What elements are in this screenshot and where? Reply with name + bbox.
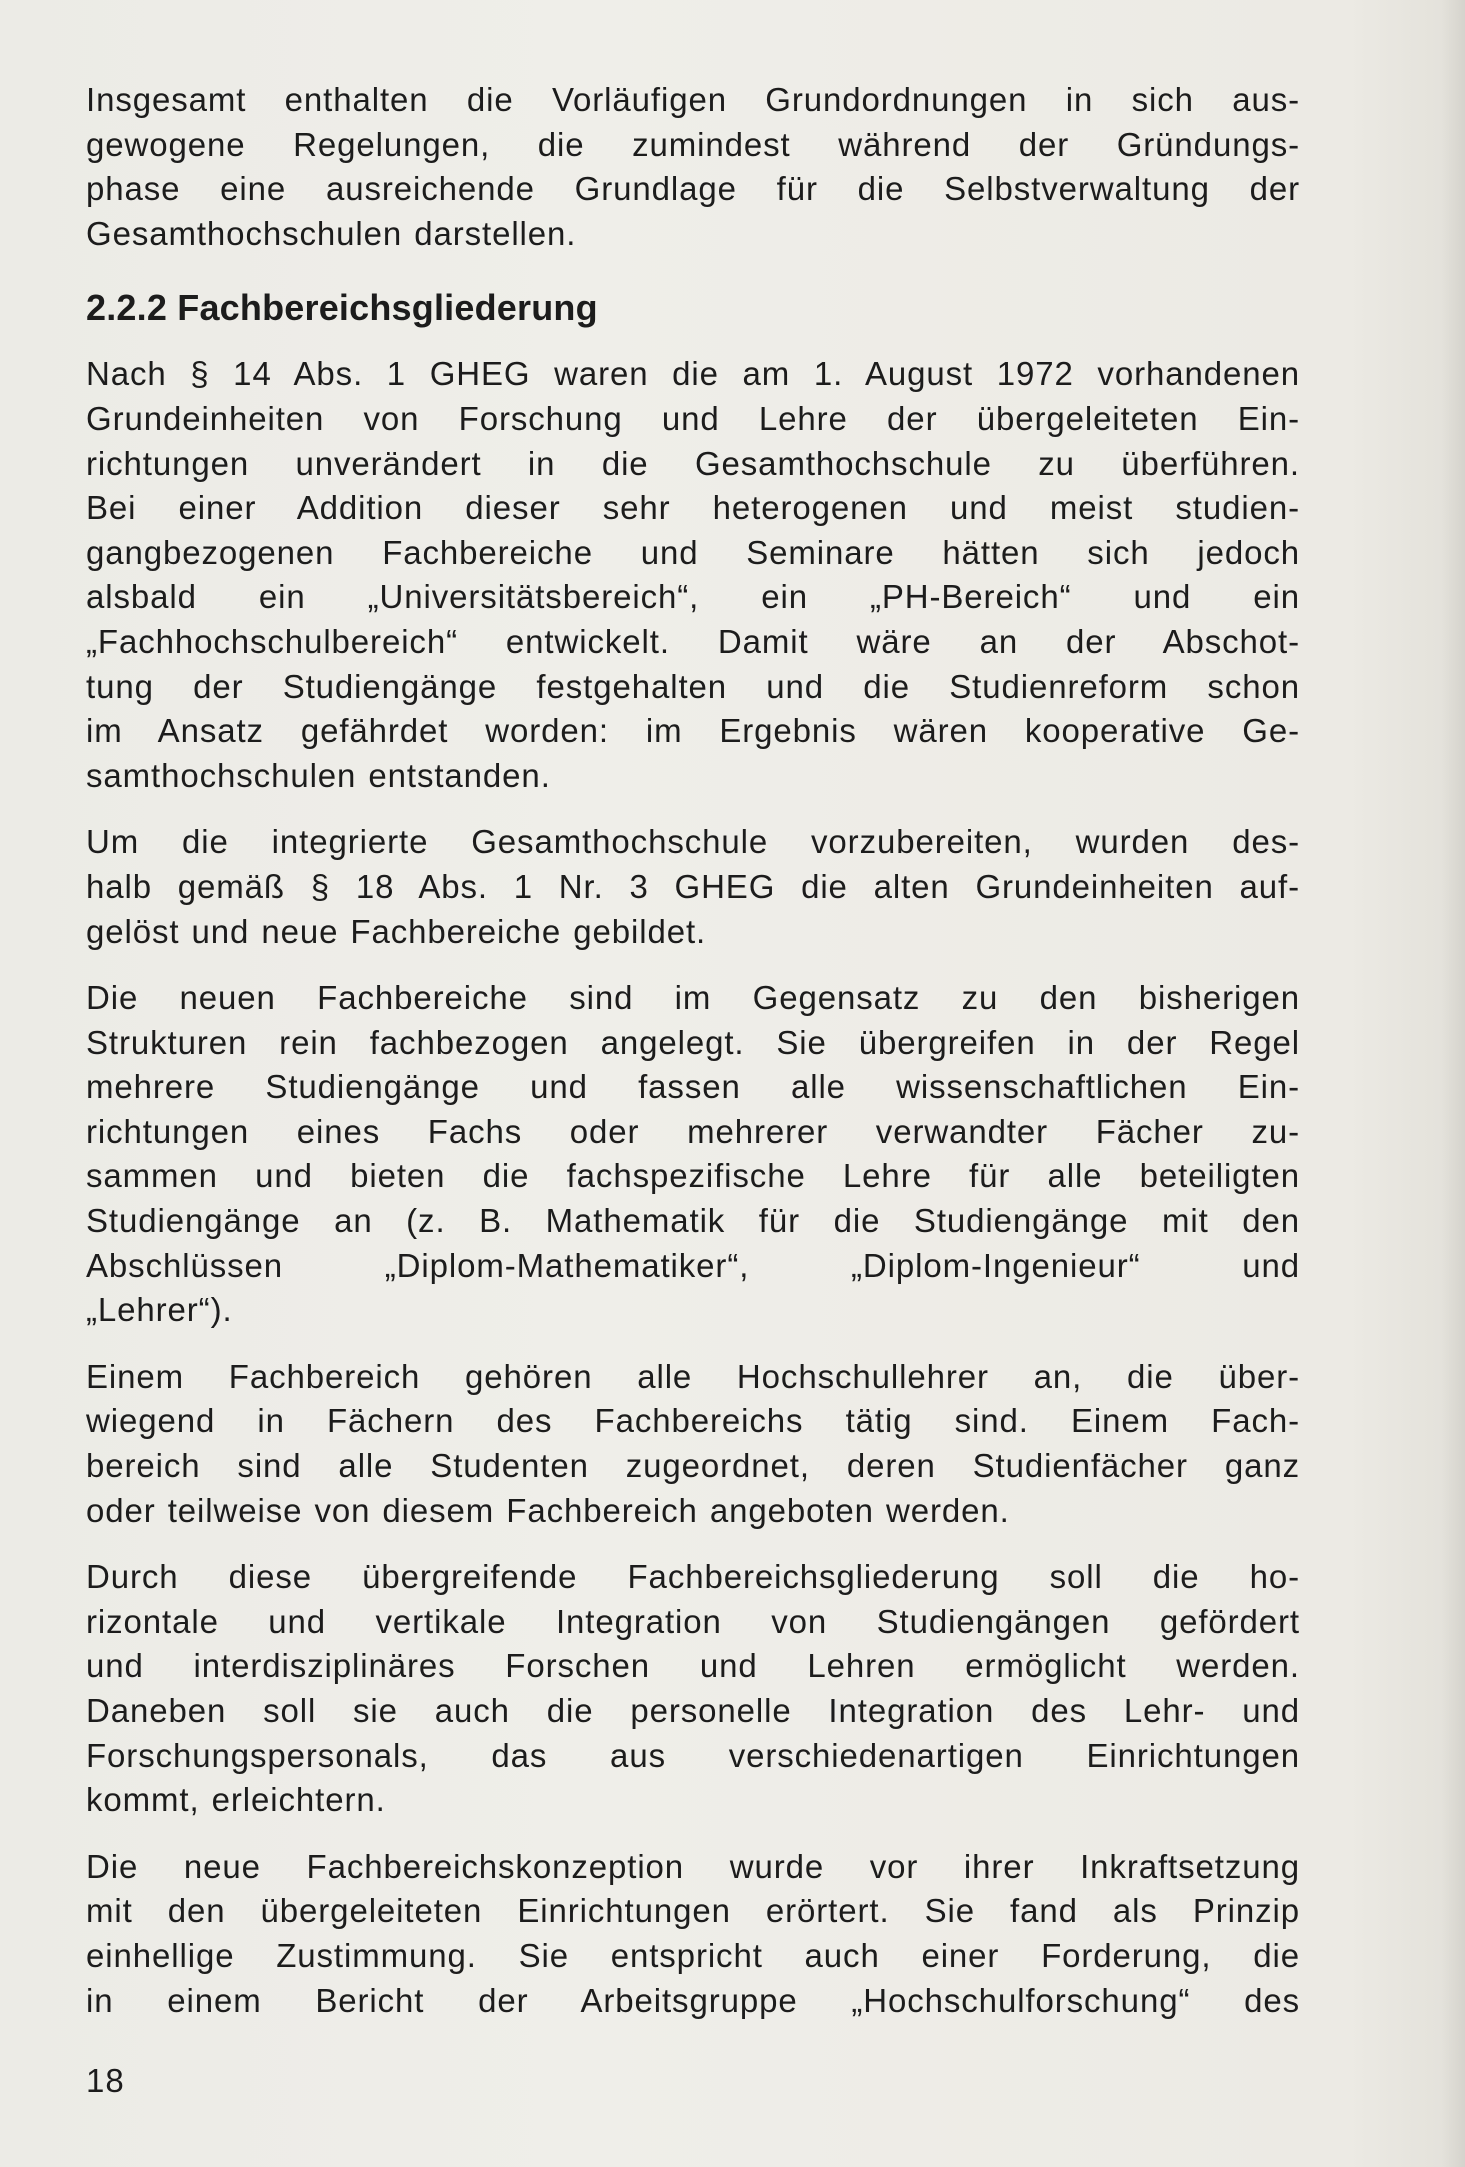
text-line: Um die integrierte Gesamthochschule vorzubereiten, wurden des-: [86, 823, 1300, 861]
text-line: richtungen unverändert in die Gesamthochschule zu überführen.: [86, 444, 1300, 482]
text-line: Einem Fachbereich gehören alle Hochschullehrer an, die über-: [86, 1357, 1300, 1395]
text-line: wiegend in Fächern des Fachbereichs tätig sind. Einem Fach-: [86, 1402, 1300, 1440]
text-line: und interdisziplinäres Forschen und Lehren ermöglicht werden.: [86, 1647, 1300, 1685]
text-line: Abschlüssen „Diplom-Mathematiker“, „Diplom-Ingenieur“ und: [86, 1246, 1300, 1284]
text-line: Die neue Fachbereichskonzeption wurde vor ihrer Inkraftsetzung: [86, 1847, 1300, 1885]
paragraph-2: [86, 820, 1300, 954]
text-line: „Lehrer“).: [86, 1291, 233, 1329]
text-line: Grundeinheiten von Forschung und Lehre der übergeleiteten Ein-: [86, 399, 1300, 437]
text-line: sammen und bieten die fachspezifische Lehre für alle beteiligten: [86, 1157, 1300, 1195]
text-line: gelöst und neue Fachbereiche gebildet.: [86, 912, 707, 950]
text-line: Gesamthochschulen darstellen.: [86, 214, 577, 252]
text-line: Durch diese übergreifende Fachbereichsgliederung soll die ho-: [86, 1558, 1300, 1596]
text-line: Nach § 14 Abs. 1 GHEG waren die am 1. August 1972 vorhandenen: [86, 355, 1300, 393]
text-column: [86, 78, 1300, 2045]
section-heading: 2.2.2 Fachbereichsgliederung: [86, 287, 598, 329]
text-line: Studiengänge an (z. B. Mathematik für die Studiengänge mit den: [86, 1202, 1300, 1240]
text-line: mehrere Studiengänge und fassen alle wissenschaftlichen Ein-: [86, 1068, 1300, 1106]
page-number: 18: [86, 2062, 125, 2099]
paragraph-5: [86, 1555, 1300, 1823]
text-line: im Ansatz gefährdet worden: im Ergebnis wären kooperative Ge-: [86, 712, 1300, 750]
text-line: samthochschulen entstanden.: [86, 756, 551, 794]
text-line: halb gemäß § 18 Abs. 1 Nr. 3 GHEG die alten Grundeinheiten auf-: [86, 867, 1300, 905]
text-line: Daneben soll sie auch die personelle Integration des Lehr- und: [86, 1692, 1300, 1729]
text-line: Strukturen rein fachbezogen angelegt. Sie übergreifen in der Regel: [86, 1023, 1300, 1061]
text-line: alsbald ein „Universitätsbereich“, ein „PH-Bereich“ und ein: [86, 578, 1300, 616]
paragraph-4: [86, 1355, 1300, 1533]
paragraph-3: [86, 976, 1300, 1333]
text-line: gangbezogenen Fachbereiche und Seminare hätten sich jedoch: [86, 533, 1300, 571]
text-line: bereich sind alle Studenten zugeordnet, deren Studienfächer ganz: [86, 1447, 1300, 1485]
text-line: einhellige Zustimmung. Sie entspricht auch einer Forderung, die: [86, 1936, 1300, 1974]
text-line: Bei einer Addition dieser sehr heterogenen und meist studien-: [86, 489, 1300, 527]
paragraph-6: [86, 1845, 1300, 2023]
text-line: „Fachhochschulbereich“ entwickelt. Damit wäre an der Abschot-: [86, 622, 1300, 660]
text-line: Forschungspersonals, das aus verschiedenartigen Einrichtungen: [86, 1736, 1300, 1774]
intro-paragraph: [86, 78, 1300, 256]
paragraph-1: [86, 352, 1300, 798]
text-line: in einem Bericht der Arbeitsgruppe „Hochschulforschung“ des: [86, 1981, 1300, 2019]
text-line: rizontale und vertikale Integration von Studiengängen gefördert: [86, 1602, 1300, 1640]
text-line: richtungen eines Fachs oder mehrerer verwandter Fächer zu-: [86, 1112, 1300, 1150]
text-line: mit den übergeleiteten Einrichtungen erörtert. Sie fand als Prinzip: [86, 1892, 1300, 1930]
text-line: Insgesamt enthalten die Vorläufigen Grundordnungen in sich aus-: [86, 81, 1300, 118]
text-line: tung der Studiengänge festgehalten und die Studienreform schon: [86, 667, 1300, 705]
page-spine-shadow: [1441, 0, 1465, 2167]
text-line: gewogene Regelungen, die zumindest während der Gründungs-: [86, 125, 1300, 163]
text-line: kommt, erleichtern.: [86, 1781, 386, 1819]
text-line: Die neuen Fachbereiche sind im Gegensatz zu den bisherigen: [86, 979, 1300, 1017]
text-line: oder teilweise von diesem Fachbereich angeboten werden.: [86, 1491, 1010, 1529]
text-line: phase eine ausreichende Grundlage für die Selbstverwaltung der: [86, 170, 1300, 208]
